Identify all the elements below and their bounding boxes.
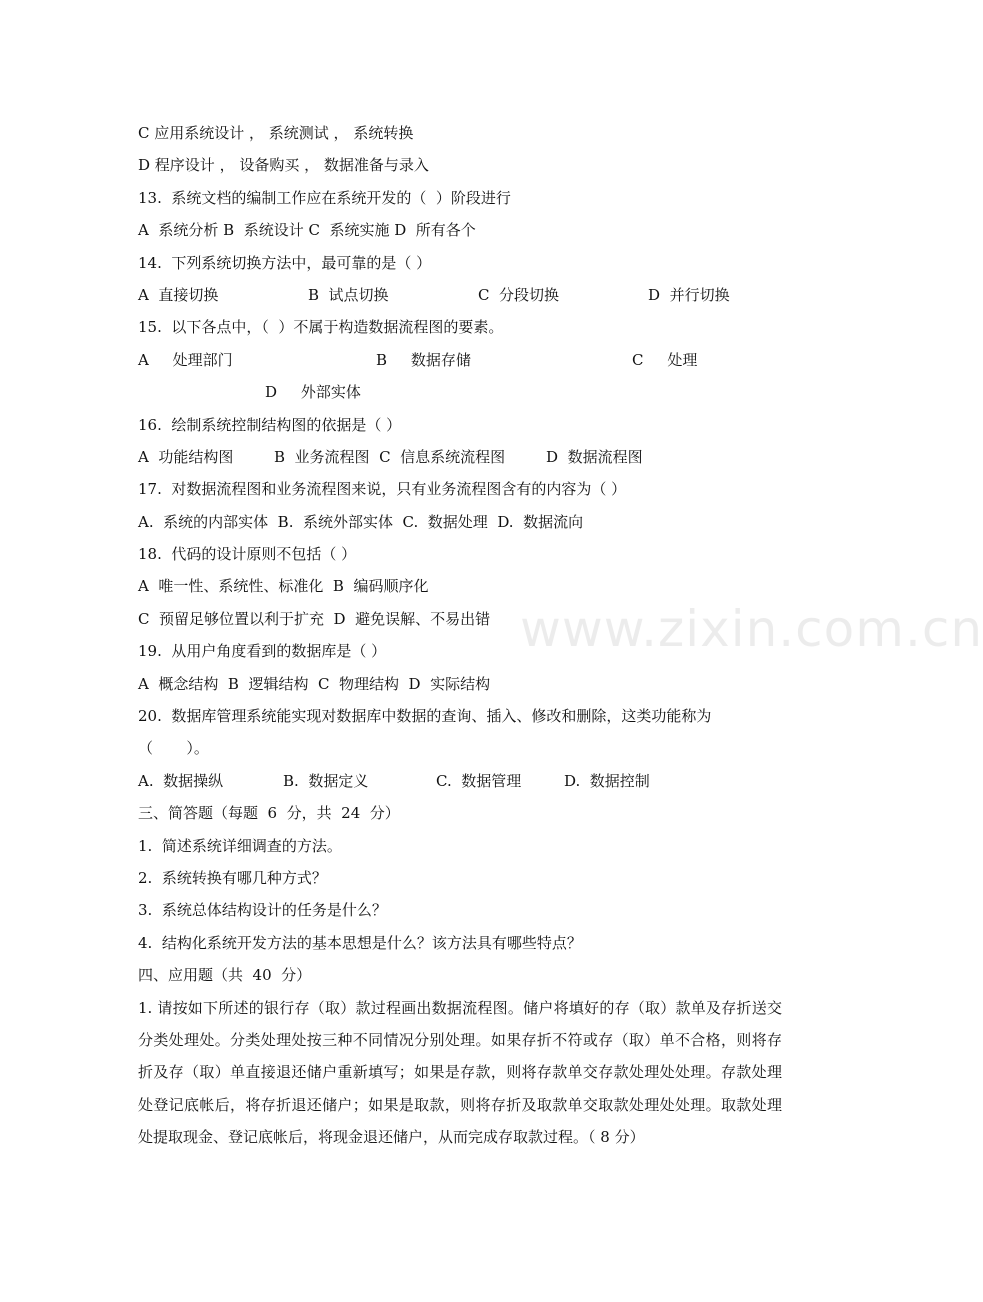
question-20-option-d: D. 数据控制 (564, 771, 650, 790)
question-20-option-b: B. 数据定义 (283, 771, 369, 790)
question-15-options-row1 (138, 344, 782, 376)
option-line-c: C 应用系统设计 ， 系统测试 ， 系统转换 (138, 124, 414, 142)
question-18: 18. 代码的设计原则不包括（ ） (138, 545, 357, 564)
question-15: 15. 以下各点中，（ ）不属于构造数据流程图的要素。 (138, 318, 504, 337)
question-14-option-c: C 分段切换 (478, 285, 560, 304)
question-14-option-a: A 直接切换 (138, 285, 219, 304)
option-line-d: D 程序设计 ， 设备购买 ， 数据准备与录入 (138, 156, 429, 175)
question-14: 14. 下列系统切换方法中，最可靠的是（ ） (138, 253, 432, 272)
application-question-1: 1. 请按如下所述的银行存（取）款过程画出数据流程图。储户将填好的存（取）款单及存折送交分类处理处。分类处理处按三种不同情况分别处理。如果存折不符或存（取）单不合格，则将存折及存（取）单直接退还储户重新填写；如果是存款，则将存款单交存款处理处处理。存款处理处登记底帐后，将存折退还储户；如果是取款，则将存折及取款单交取款处理处处理。取款处理处提取现金、登记底帐后，将现金退还储户，从而完成存取款过程。（ 8 分） (138, 998, 782, 1147)
watermark: www.zixin.com.cn (520, 600, 983, 658)
question-20-option-a: A. 数据操纵 (138, 771, 224, 790)
question-15-option-a: A 处理部门 (138, 350, 233, 369)
question-15-option-d: D 外部实体 (265, 383, 361, 402)
section-3-heading: 三、简答题（每题 6 分，共 24 分） (138, 804, 400, 823)
short-answer-3: 3. 系统总体结构设计的任务是什么？ (138, 901, 387, 920)
question-16-option-bc: B 业务流程图 C 信息系统流程图 (274, 447, 506, 466)
question-14-option-b: B 试点切换 (308, 285, 389, 304)
question-16-options (138, 441, 782, 473)
short-answer-4: 4. 结构化系统开发方法的基本思想是什么？该方法具有哪些特点？ (138, 933, 582, 952)
question-20: 20. 数据库管理系统能实现对数据库中数据的查询、插入、修改和删除，这类功能称为 (138, 707, 712, 726)
question-13-options: A 系统分析 B 系统设计 C 系统实施 D 所有各个 (138, 221, 476, 240)
question-15-options-row2 (138, 376, 782, 408)
short-answer-2: 2. 系统转换有哪几种方式？ (138, 868, 327, 887)
question-20-continued: （ ）。 (138, 739, 209, 758)
question-13: 13. 系统文档的编制工作应在系统开发的（ ）阶段进行 (138, 188, 511, 207)
question-17: 17. 对数据流程图和业务流程图来说，只有业务流程图含有的内容为（ ） (138, 480, 627, 499)
question-15-option-c: C 处理 (632, 350, 698, 369)
question-19-options: A 概念结构 B 逻辑结构 C 物理结构 D 实际结构 (138, 674, 491, 693)
question-14-options (138, 279, 782, 311)
question-16-option-a: A 功能结构图 (138, 447, 234, 466)
question-14-option-d: D 并行切换 (648, 285, 730, 304)
question-18-options-cd: C 预留足够位置以利于扩充 D 避免误解、不易出错 (138, 609, 491, 628)
question-20-options (138, 765, 782, 797)
question-19: 19. 从用户角度看到的数据库是（ ） (138, 642, 387, 661)
question-16: 16. 绘制系统控制结构图的依据是（ ） (138, 415, 402, 434)
question-18-options-ab: A 唯一性、系统性、标准化 B 编码顺序化 (138, 577, 429, 596)
document-body (138, 117, 782, 1154)
question-16-option-d: D 数据流程图 (546, 447, 643, 466)
short-answer-1: 1. 简述系统详细调查的方法。 (138, 836, 342, 855)
question-15-option-b: B 数据存储 (376, 350, 471, 369)
question-20-option-c: C. 数据管理 (436, 771, 522, 790)
section-4-heading: 四、应用题（共 40 分） (138, 966, 312, 985)
question-17-options: A. 系统的内部实体 B. 系统外部实体 C. 数据处理 D. 数据流向 (138, 512, 584, 531)
